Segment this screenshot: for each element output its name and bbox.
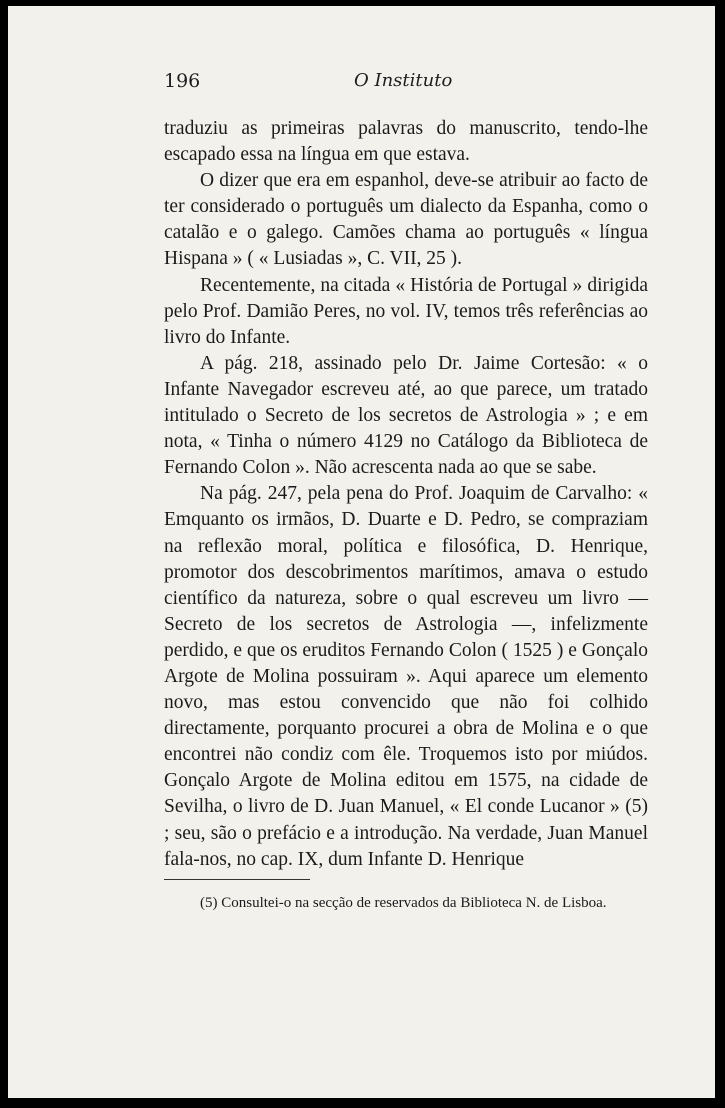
footnote: (5) Consultei-o na secção de reservados da Biblioteca N. de Lisboa. [200, 895, 607, 911]
page-header [164, 70, 644, 100]
footnote-divider [164, 879, 310, 880]
paragraph: Recentemente, na citada « História de Portugal » dirigida pelo Prof. Damião Peres, no vol. IV, temos três referências ao livro do Infante. [164, 274, 648, 348]
running-title: O Instituto [354, 70, 453, 91]
paragraph: A pág. 218, assinado pelo Dr. Jaime Cortesão: « o Infante Navegador escreveu até, ao que parece, um tratado intitulado o Secreto de los secretos de Astrologia » ; e em nota, « Tinha o número 4129 no Catálogo da Biblioteca de Fernando Colon ». Não acrescenta nada ao que se sabe. [164, 352, 648, 479]
paragraph: Na pág. 247, pela pena do Prof. Joaquim de Carvalho: « Emquanto os irmãos, D. Duarte e D. Pedro, se compraziam na reflexão moral, política e filosófica, D. Henrique, promotor dos descobrimentos marítimos, amava o estudo científico da natureza, sobre o qual escreveu um livro — Secreto de los secretos de Astrologia —, infelizmente perdido, e que os eruditos Fernando Colon ( 1525 ) e Gonçalo Argote de Molina possuiram ». Aqui aparece um elemento novo, mas estou convencido que não foi colhido directamente, porquanto procurei a obra de Molina e o que encontrei não condiz com êle. Troquemos isto por miúdos. Gonçalo Argote de Molina editou em 1575, na cidade de Sevilha, o livro de D. Juan Manuel, « El conde Lucanor » (5) ; seu, são o prefácio e a introdução. Na verdade, Juan Manuel fala-nos, no cap. IX, dum Infante D. Henrique [164, 483, 648, 870]
paragraph: traduziu as primeiras palavras do manuscrito, tendo-lhe escapado essa na língua em que estava. [164, 118, 648, 166]
body-text [164, 116, 648, 873]
book-page [8, 6, 715, 1098]
paragraph: O dizer que era em espanhol, deve-se atribuir ao facto de ter considerado o português um dialecto da Espanha, como o catalão e o galego. Camões chama ao português « língua Hispana » ( « Lusiadas », C. VII, 25 ). [164, 170, 648, 270]
page-number: 196 [164, 70, 201, 92]
